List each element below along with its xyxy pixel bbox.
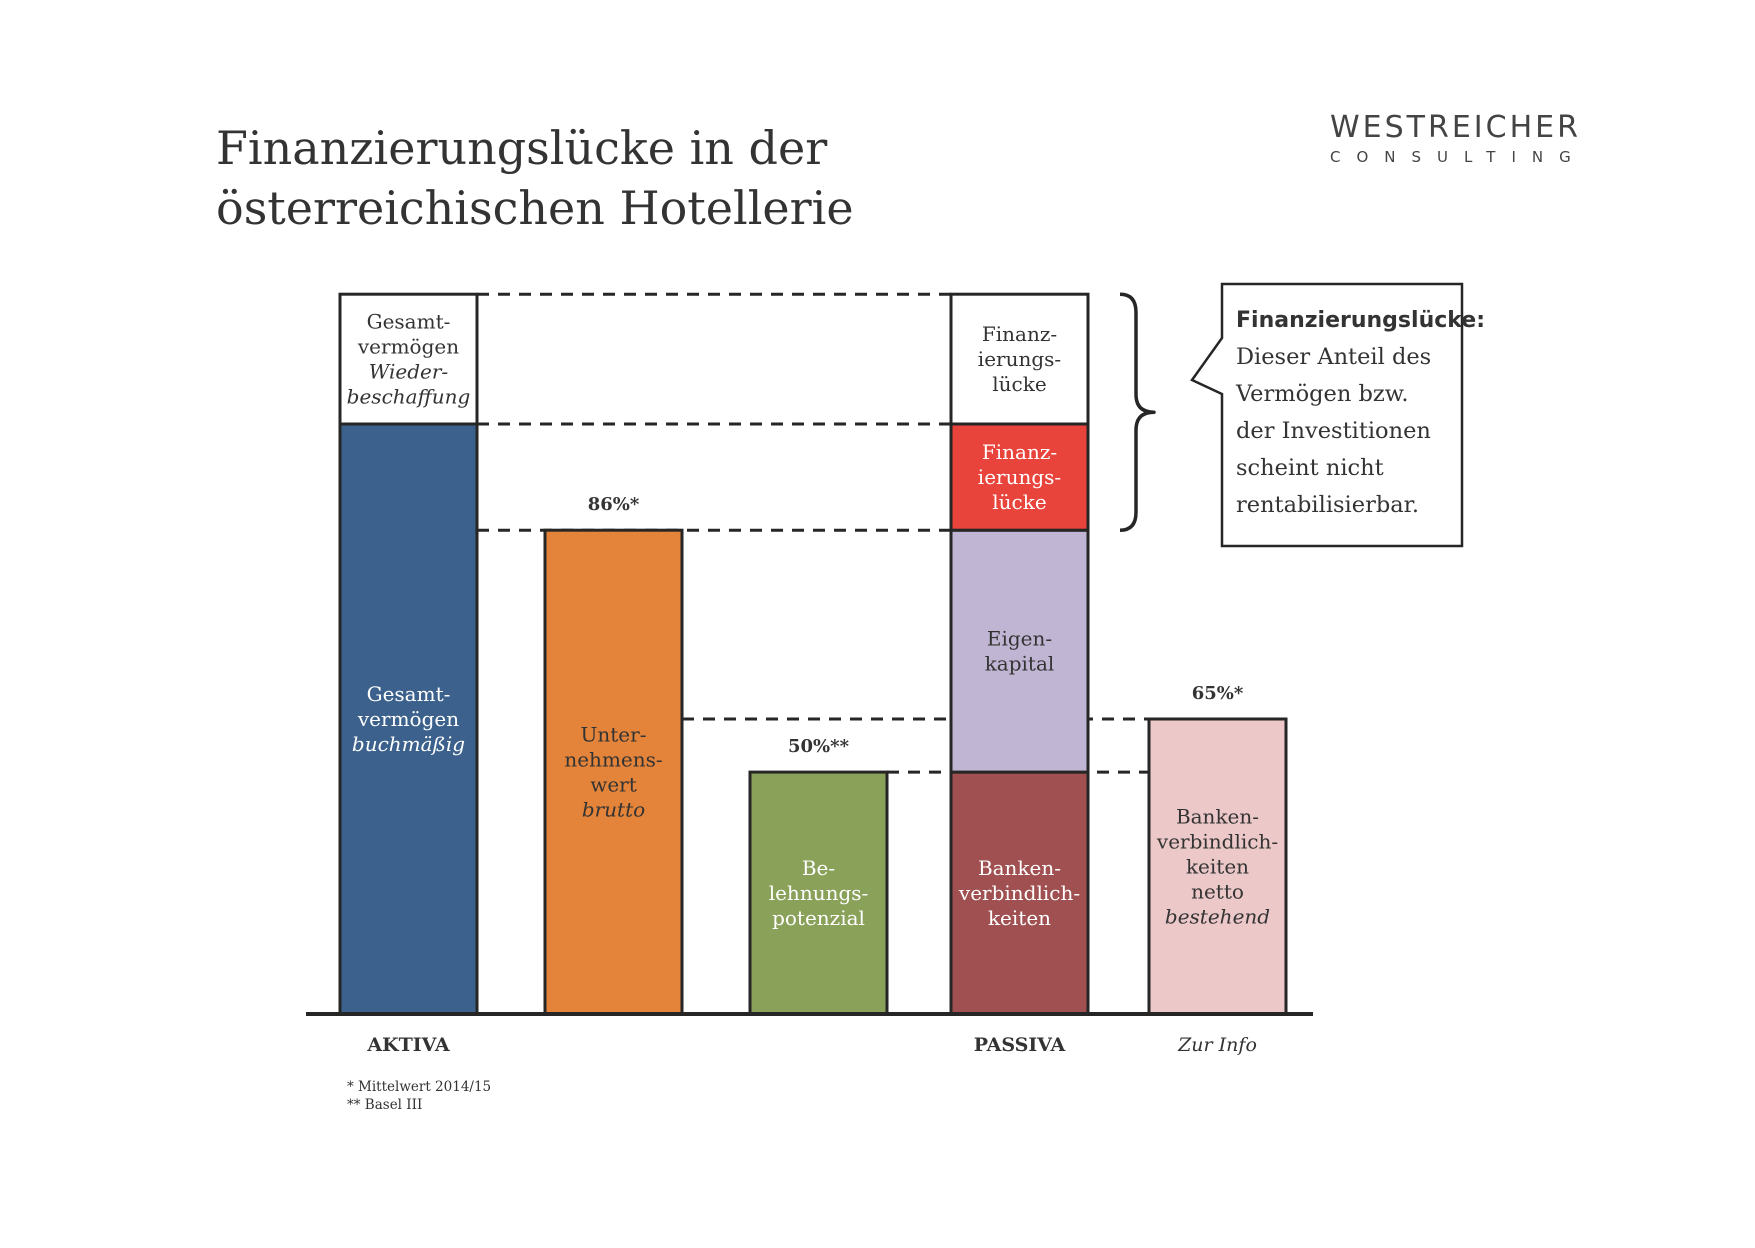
segment-label-line: beschaffung: [346, 384, 471, 409]
segment-label-line: Banken-: [1175, 804, 1260, 829]
segment-label-line: brutto: [581, 797, 646, 822]
footnote-2: ** Basel III: [347, 1097, 423, 1113]
callout-line: Dieser Anteil des: [1236, 344, 1432, 370]
segment-label-line: netto: [1191, 879, 1244, 904]
segment-label-line: kapital: [984, 651, 1055, 676]
segment-label-line: bestehend: [1164, 904, 1271, 929]
segment-label-line: verbindlich-: [958, 881, 1081, 906]
segment-label-line: wert: [590, 772, 637, 797]
curly-brace: [1120, 294, 1154, 530]
category-label-passiva: PASSIVA: [973, 1034, 1066, 1056]
segment-label-line: Finanz-: [981, 322, 1058, 347]
segment-label-line: Wieder-: [368, 359, 449, 384]
segment-label-line: Be-: [801, 856, 836, 881]
callout-line: der Investitionen: [1236, 418, 1431, 444]
segment-label-line: ierungs-: [977, 465, 1062, 490]
data-label-zur_info: 65%*: [1191, 683, 1244, 704]
category-label-aktiva: AKTIVA: [367, 1034, 450, 1056]
segment-label-line: keiten: [987, 906, 1052, 931]
segment-label-line: verbindlich-: [1156, 829, 1279, 854]
title-line-1: Finanzierungslücke in der: [216, 121, 828, 175]
callout-body: [1236, 339, 1462, 524]
data-label-unternehmenswert: 86%*: [587, 494, 640, 516]
logo-name: WESTREICHER: [1330, 110, 1581, 145]
segment-label-line: Banken-: [977, 856, 1062, 881]
data-label-belehnungspotenzial: 50%**: [788, 736, 849, 758]
callout-box: [1222, 284, 1486, 546]
segment-label-line: lehnungs-: [768, 881, 869, 906]
callout-title: Finanzierungslücke:: [1236, 308, 1486, 333]
title-line-2: österreichischen Hotellerie: [216, 181, 854, 235]
segment-label-line: keiten: [1185, 854, 1250, 879]
segment-label-line: Gesamt-: [366, 682, 451, 706]
segment-label-line: potenzial: [772, 906, 865, 931]
segment-label-line: vermögen: [357, 707, 460, 731]
segment-label-line: lücke: [992, 490, 1047, 515]
segment-label-line: Finanz-: [981, 440, 1058, 465]
segment-label-line: Gesamt-: [366, 309, 451, 334]
segment-label-line: Unter-: [580, 722, 647, 747]
callout-line: Vermögen bzw.: [1236, 381, 1409, 407]
segment-label-line: lücke: [992, 372, 1047, 397]
category-label-zur_info: Zur Info: [1178, 1034, 1257, 1056]
segment-label-line: Eigen-: [986, 626, 1053, 651]
segment-label-line: ierungs-: [977, 347, 1062, 372]
segment-label-line: buchmäßig: [351, 732, 466, 756]
callout-line: scheint nicht: [1236, 455, 1384, 481]
footnotes: [347, 1078, 491, 1114]
footnote-1: * Mittelwert 2014/15: [347, 1079, 492, 1095]
segment-label-line: nehmens-: [564, 747, 663, 772]
logo-subtitle: CONSULTING: [1330, 148, 1587, 166]
callout-line: rentabilisierbar.: [1236, 492, 1420, 518]
segment-label-line: vermögen: [357, 334, 460, 359]
